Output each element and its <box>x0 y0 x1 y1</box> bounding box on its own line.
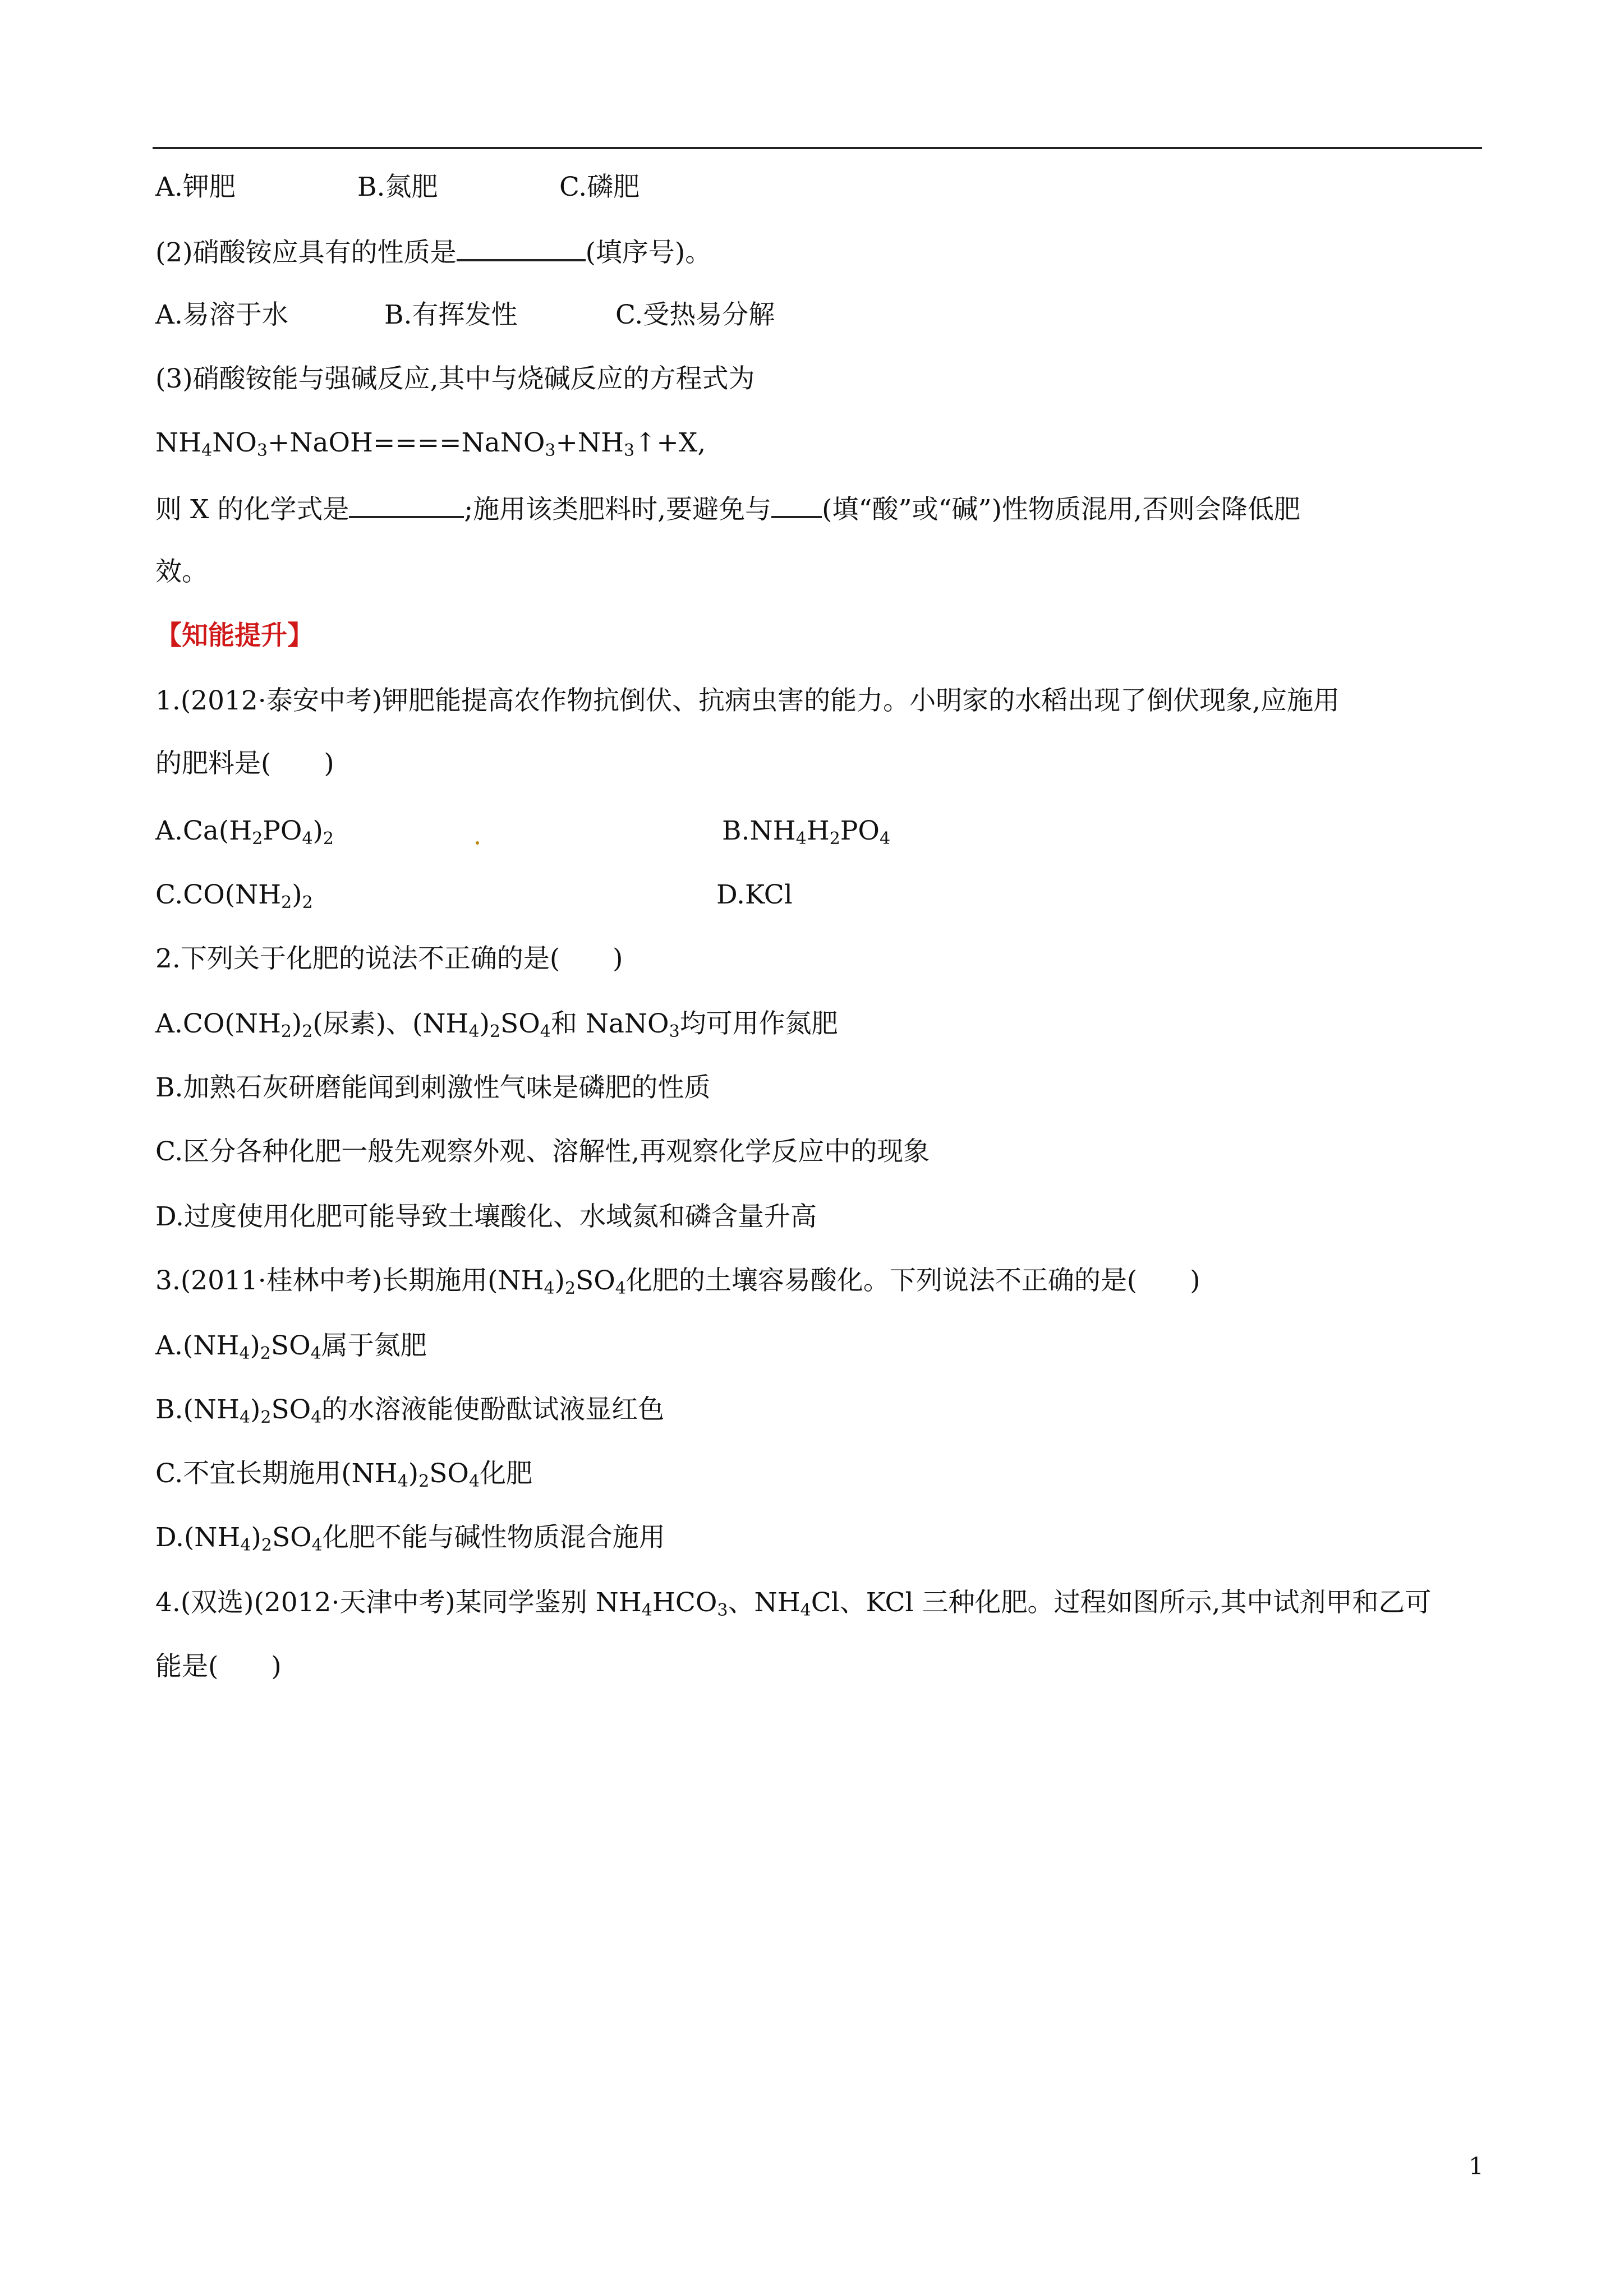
problem-2-stem: 2.下列关于化肥的说法不正确的是( ) <box>155 943 623 974</box>
option-c: $C.CO(NH_2)_2$ <box>155 879 313 912</box>
question-2: (2)硝酸铵应具有的性质是 (填序号)。 <box>155 234 711 270</box>
option-b: $B.NH_4H_2PO_4$ <box>722 815 891 849</box>
problem-2-option-d: D.过度使用化肥可能导致土壤酸化、水域氮和磷含量升高 <box>155 1201 817 1232</box>
option-c: C.受热易分解 <box>615 299 775 330</box>
problem-1-stem: 1.(2012·泰安中考)钾肥能提高农作物抗倒伏、抗病虫害的能力。小明家的水稻出现了倒伏现象,应施用 <box>155 685 1340 716</box>
reaction-equation: $NH_4NO_3+NaOH====NaNO_3+NH_3↑+X$, <box>155 427 706 460</box>
problem-3-option-b: $B.(NH_4)_2SO_4$的水溶液能使酚酞试液显红色 <box>155 1394 665 1427</box>
header-rule <box>153 147 1482 149</box>
decorative-dot <box>476 841 479 845</box>
problem-3-stem: 3.(2011·桂林中考)长期施用$(NH_4)_2SO_4$化肥的土壤容易酸化。下列说法不正确的是( ) <box>155 1265 1200 1298</box>
option-a: A.易溶于水 <box>155 299 288 330</box>
option-b: B.氮肥 <box>357 172 438 202</box>
formula-blank[interactable] <box>349 491 464 518</box>
question-3-text: 则 X 的化学式是 ;施用该类肥料时,要避免与 (填“酸”或“碱”)性物质混用,否则会降低肥 <box>155 491 1300 527</box>
problem-1-stem-cont: 的肥料是( ) <box>155 748 334 779</box>
option-c: C.磷肥 <box>559 172 640 202</box>
problem-4-stem: 4.(双选)(2012·天津中考)某同学鉴别 $NH_4HCO_3$、$NH_4Cl$、KCl 三种化肥。过程如图所示,其中试剂甲和乙可 <box>155 1587 1432 1620</box>
problem-3-option-d: $D.(NH_4)_2SO_4$化肥不能与碱性物质混合施用 <box>155 1522 665 1555</box>
problem-2-option-b: B.加熟石灰研磨能闻到刺激性气味是磷肥的性质 <box>155 1072 711 1103</box>
option-a: $A.Ca(H_2PO_4)_2$ <box>155 815 334 849</box>
problem-3-option-c: C.不宜长期施用$(NH_4)_2SO_4$化肥 <box>155 1458 533 1491</box>
question-3-text-cont: 效。 <box>155 556 208 587</box>
option-d: D.KCl <box>716 879 793 910</box>
page-number: 1 <box>1469 2152 1484 2180</box>
answer-blank[interactable] <box>457 234 586 261</box>
option-b: B.有挥发性 <box>384 299 518 330</box>
problem-2-option-c: C.区分各种化肥一般先观察外观、溶解性,再观察化学反应中的现象 <box>155 1136 930 1167</box>
problem-3-option-a: $A.(NH_4)_2SO_4$属于氮肥 <box>155 1330 427 1363</box>
acid-base-blank[interactable] <box>771 491 822 518</box>
section-title: 【知能提升】 <box>155 620 314 651</box>
problem-2-option-a: $A.CO(NH_2)_2$(尿素)、$(NH_4)_2SO_4$和 NaNO$_3$均可用作氮肥 <box>155 1008 838 1041</box>
question-3-intro: (3)硝酸铵能与强碱反应,其中与烧碱反应的方程式为 <box>155 363 755 394</box>
option-a: A.钾肥 <box>155 172 236 202</box>
problem-4-stem-cont: 能是( ) <box>155 1651 282 1682</box>
